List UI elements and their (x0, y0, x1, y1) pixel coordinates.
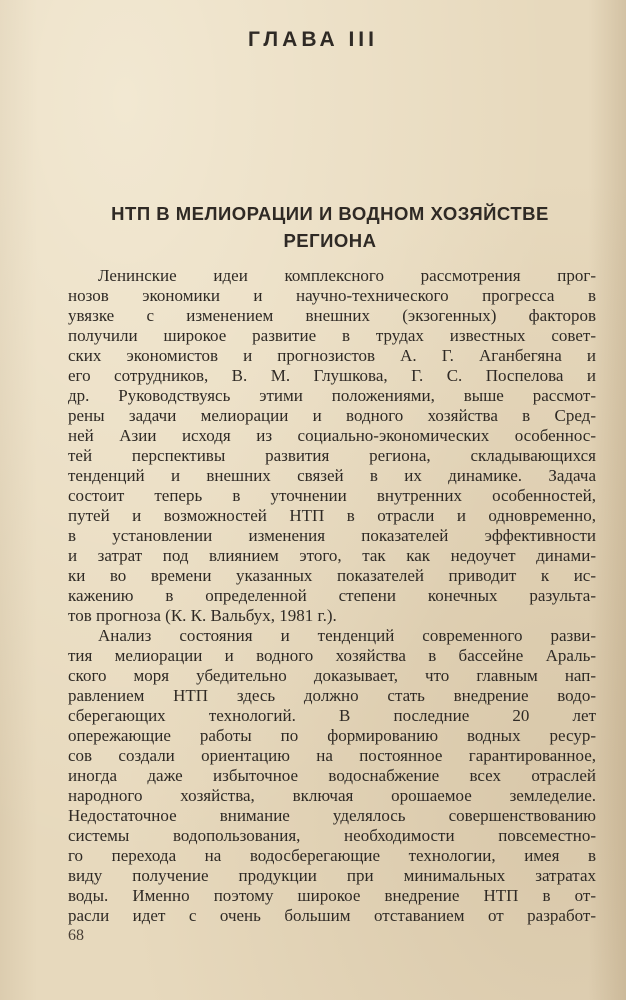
text-line: его сотрудников, В. М. Глушкова, Г. С. Поспелова и (68, 366, 596, 385)
text-line: расли идет с очень большим отставанием от разработ- (68, 906, 596, 925)
text-line: тия мелиорации и водного хозяйства в бассейне Араль- (68, 646, 596, 665)
text-line: сов создали ориентацию на постоянное гарантированное, (68, 746, 596, 765)
text-line: состоит теперь в уточнении внутренних особенностей, (68, 486, 596, 505)
text-line: в установлении изменения показателей эффективности (68, 526, 596, 545)
text-line: др. Руководствуясь этими положениями, выше рассмот- (68, 386, 596, 405)
text-line: иногда даже избыточное водоснабжение всех отраслей (68, 766, 596, 785)
text-line: путей и возможностей НТП в отрасли и одновременно, (68, 506, 596, 525)
text-line: ских экономистов и прогнозистов А. Г. Аганбегяна и (68, 346, 596, 365)
text-line: и затрат под влиянием этого, так как недоучет динами- (68, 546, 596, 565)
text-line: сберегающих технологий. В последние 20 лет (68, 706, 596, 725)
text-line: системы водопользования, необходимости повсеместно- (68, 826, 596, 845)
text-line: го перехода на водосберегающие технологии, имея в (68, 846, 596, 865)
text-line: опережающие работы по формированию водных ресур- (68, 726, 596, 745)
text-line: увязке с изменением внешних (экзогенных) факторов (68, 306, 596, 325)
text-line: ки во времени указанных показателей приводит к ис- (68, 566, 596, 585)
text-line: ней Азии исходя из социально-экономических особеннос- (68, 426, 596, 445)
text-line: равлением НТП здесь должно стать внедрение водо- (68, 686, 596, 705)
text-line: воды. Именно поэтому широкое внедрение НТП в от- (68, 886, 596, 905)
text-line: тей перспективы развития региона, складывающихся (68, 446, 596, 465)
text-line: тов прогноза (К. К. Вальбух, 1981 г.). (68, 606, 337, 625)
section-title-line-1: НТП В МЕЛИОРАЦИИ И ВОДНОМ ХОЗЯЙСТВЕ (111, 203, 549, 224)
text-line: нозов экономики и научно-технического прогресса в (68, 286, 596, 305)
text-line: виду получение продукции при минимальных затратах (68, 866, 596, 885)
page-number: 68 (68, 927, 84, 944)
text-line: тенденций и внешних связей в их динамике. Задача (68, 466, 596, 485)
chapter-heading: ГЛАВА III (248, 28, 378, 51)
text-line: Анализ состояния и тенденций современного разви- (98, 626, 596, 645)
section-title-line-2: РЕГИОНА (283, 230, 377, 251)
text-line: ского моря убедительно доказывает, что главным нап- (68, 666, 596, 685)
text-line: кажению в определенной степени конечных разульта- (68, 586, 596, 605)
section-title (60, 200, 600, 254)
text-line: Ленинские идеи комплексного рассмотрения прог- (98, 266, 596, 285)
text-line: Недостаточное внимание уделялось совершенствованию (68, 806, 596, 825)
text-line: рены задачи мелиорации и водного хозяйства в Сред- (68, 406, 596, 425)
text-line: народного хозяйства, включая орошаемое земледелие. (68, 786, 596, 805)
text-line: получили широкое развитие в трудах известных совет- (68, 326, 596, 345)
